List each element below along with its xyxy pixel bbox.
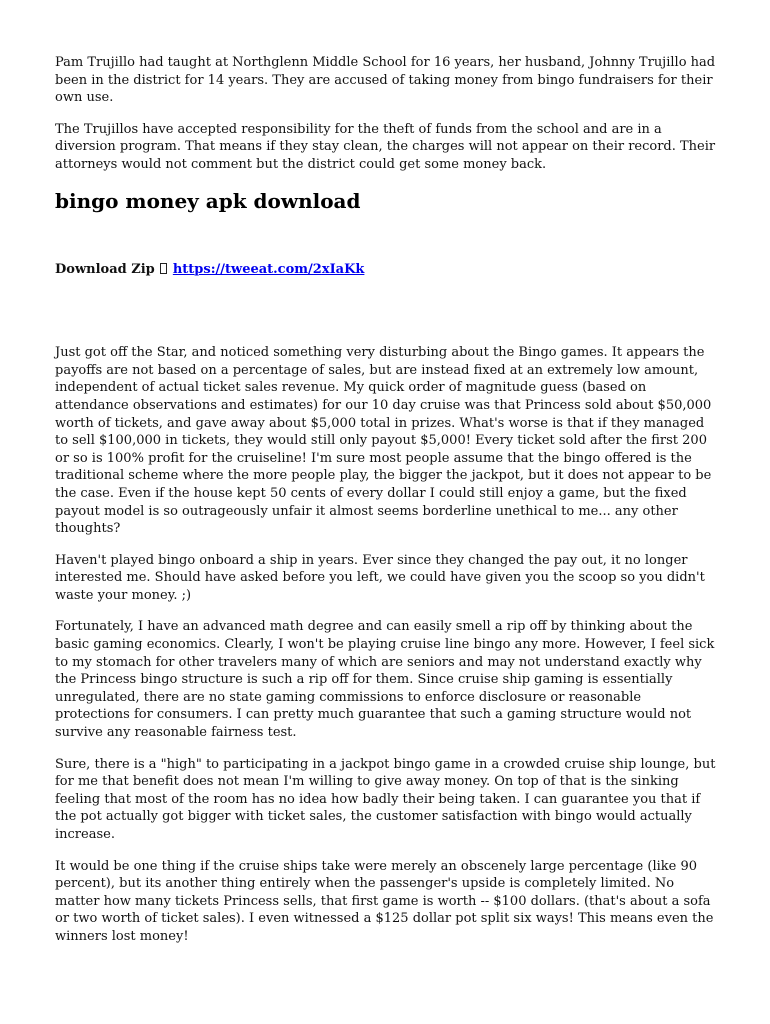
article-body <box>55 344 717 945</box>
body-paragraph-5: It would be one thing if the cruise ships take were merely an obscenely large percentage (like 90 percent), but its another thing entirely when the passenger's upside is completely limited. No matter how many tickets Princess sells, that first game is worth -- $100 dollars. (that's about a sofa or two worth of ticket sales). I even witnessed a $125 dollar pot split six ways! This means even the winners lost money! <box>55 858 714 944</box>
document-page <box>55 54 717 960</box>
download-line <box>55 261 717 279</box>
body-paragraph-2: Haven't played bingo onboard a ship in years. Ever since they changed the pay out, it no longer interested me. Should have asked before you left, we could have given you the scoop so you didn't waste your money. ;) <box>55 552 705 603</box>
page-heading: bingo money apk download <box>55 188 361 213</box>
body-paragraph-1: Just got off the Star, and noticed something very disturbing about the Bingo games. It appears the payoffs are not based on a percentage of sales, but are instead fixed at an extremely low amount, independent of actual ticket sales revenue. My quick order of magnitude guess (based on attendance observations and estimates) for our 10 day cruise was that Princess sold about $50,000 worth of tickets, and gave away about $5,000 total in prizes. What's worse is that if they managed to sell $100,000 in tickets, they would still only payout $5,000! Every ticket sold after the first 200 or so is 100% profit for the cruiseline! I'm sure most people assume that the bingo offered is the traditional scheme where the more people play, the bigger the jackpot, but it does not appear to be the case. Even if the house kept 50 cents of every dollar I could still enjoy a game, but the fixed payout model is so outrageously unfair it almost seems borderline unethical to me... any other thoughts? <box>55 345 712 537</box>
intro-paragraph-1: Pam Trujillo had taught at Northglenn Middle School for 16 years, her husband, Johnny Trujillo had been in the district for 14 years. They are accused of taking money from bingo fundraisers for their own use. <box>55 55 716 106</box>
download-link[interactable]: https://tweeat.com/2xIaKk <box>172 261 365 277</box>
body-paragraph-4: Sure, there is a "high" to participating in a jackpot bingo game in a crowded cruise ship lounge, but for me that benefit does not mean I'm willing to give away money. On top of that is the sinking feeling that most of the room has no idea how badly their being taken. I can guarantee you that if the pot actually got bigger with ticket sales, the customer satisfaction with bingo would actually increase. <box>55 756 716 842</box>
body-paragraph-3: Fortunately, I have an advanced math degree and can easily smell a rip off by thinking about the basic gaming economics. Clearly, I won't be playing cruise line bingo any more. However, I feel sick to my stomach for other travelers many of which are seniors and may not understand exactly why the Princess bingo structure is such a rip off for them. Since cruise ship gaming is essentially unregulated, there are no state gaming commissions to enforce disclosure or reasonable protections for consumers. I can pretty much guarantee that such a gaming structure would not survive any reasonable fairness test. <box>55 619 715 741</box>
download-label: Download Zip <box>55 261 155 277</box>
missing-glyph-icon <box>160 263 167 274</box>
intro-paragraph-2: The Trujillos have accepted responsibility for the theft of funds from the school and are in a diversion program. That means if they stay clean, the charges will not appear on their record. Their attorneys would not comment but the district could get some money back. <box>55 121 716 172</box>
